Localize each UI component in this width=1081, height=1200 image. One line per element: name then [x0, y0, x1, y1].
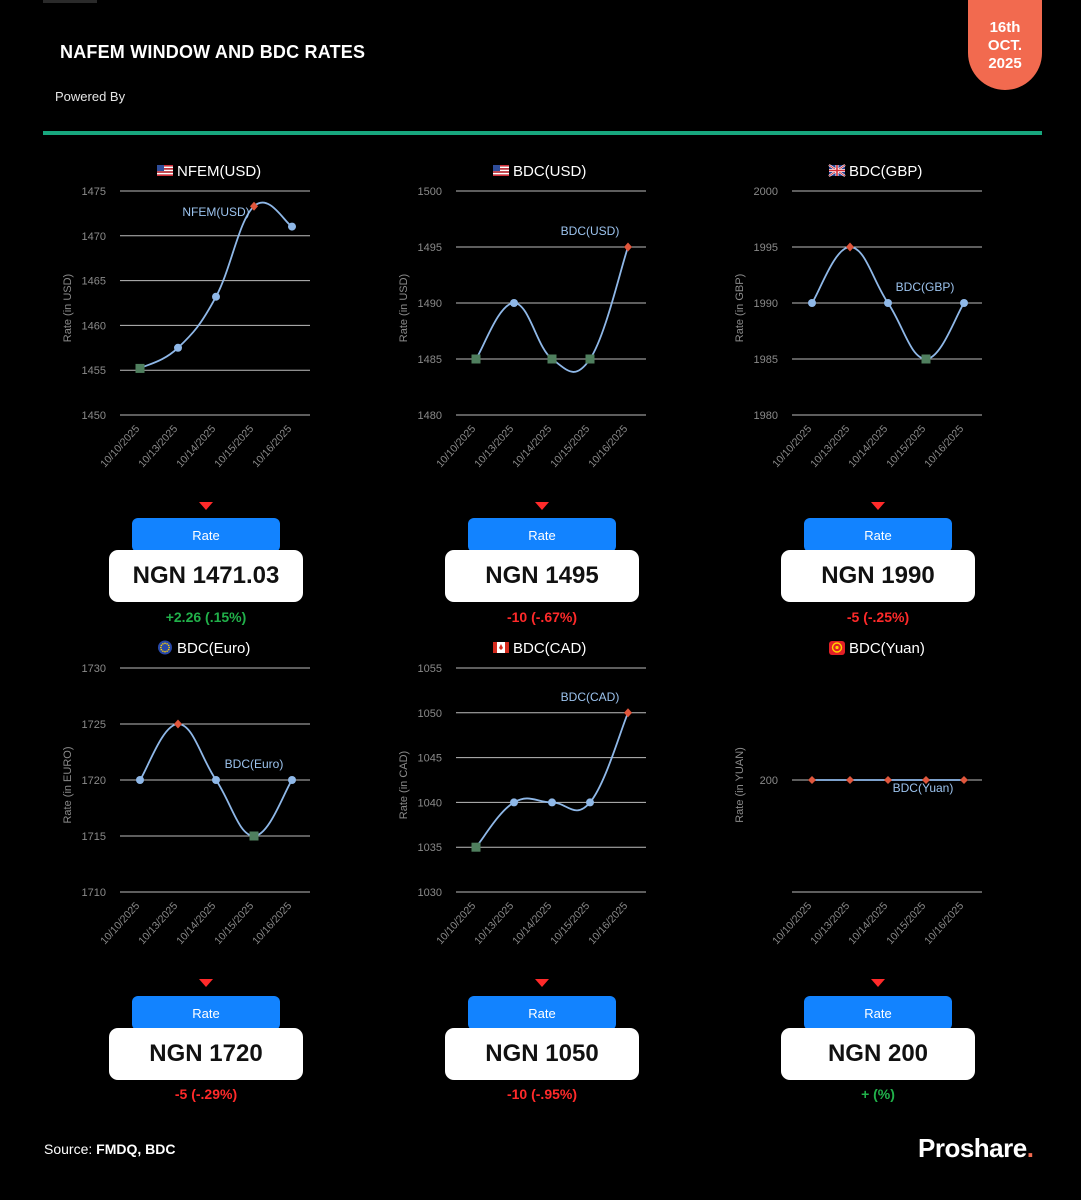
rate-value-bdc-usd: NGN 1495 — [445, 550, 639, 602]
caret-down-icon — [535, 979, 549, 988]
data-point — [136, 364, 145, 373]
x-tick-label: 10/16/2025 — [250, 899, 295, 948]
y-tick-label: 1715 — [81, 831, 106, 843]
x-tick-label: 10/15/2025 — [884, 422, 929, 471]
rate-value-bdc-yuan: NGN 200 — [781, 1028, 975, 1080]
data-point — [288, 776, 296, 784]
y-tick-label: 1480 — [417, 410, 442, 422]
chart-title: NFEM(USD) — [177, 163, 262, 180]
x-tick-label: 10/10/2025 — [434, 422, 479, 471]
y-tick-label: 1470 — [81, 230, 106, 243]
rate-change-bdc-usd: -10 (-.67%) — [506, 609, 578, 625]
data-point — [960, 776, 968, 784]
chart-panel-bdc-cad — [356, 627, 686, 977]
rate-tab-bdc-gbp: Rate — [804, 518, 952, 552]
brand-logo — [918, 1133, 1033, 1164]
data-point — [510, 299, 518, 307]
x-tick-label: 10/15/2025 — [884, 899, 929, 948]
chart-title-group — [493, 163, 586, 180]
y-tick-label: 1455 — [81, 365, 106, 378]
y-tick-label: 1040 — [417, 797, 442, 810]
data-point — [808, 776, 816, 784]
rate-value-bdc-euro: NGN 1720 — [109, 1028, 303, 1080]
y-axis-label: Rate (in USD) — [398, 273, 410, 343]
chart-title: BDC(CAD) — [513, 640, 587, 657]
chart-title-group — [493, 640, 586, 657]
y-tick-label: 1980 — [753, 410, 778, 422]
data-point — [884, 299, 892, 307]
y-tick-label: 1465 — [81, 275, 106, 288]
y-tick-label: 1500 — [417, 186, 442, 198]
x-tick-label: 10/16/2025 — [922, 422, 967, 471]
y-tick-label: 1490 — [417, 298, 442, 310]
chart-panel-bdc-gbp — [692, 150, 1022, 500]
y-tick-label: 1035 — [417, 842, 442, 855]
date-day: 16th — [989, 19, 1021, 36]
data-point — [624, 708, 632, 717]
y-tick-label: 1725 — [81, 719, 106, 731]
data-point — [136, 776, 144, 784]
rate-change-nfem-usd: +2.26 (.15%) — [165, 609, 247, 625]
y-tick-label: 1990 — [753, 298, 778, 310]
x-tick-label: 10/16/2025 — [922, 899, 967, 948]
data-point — [548, 798, 556, 806]
chart-panel-bdc-yuan — [692, 627, 1022, 977]
chart-title: BDC(Yuan) — [849, 640, 925, 657]
date-month: OCT. — [987, 37, 1023, 54]
data-point — [846, 776, 854, 784]
chart-panel-bdc-usd — [356, 150, 686, 500]
x-tick-label: 10/16/2025 — [586, 899, 631, 948]
x-tick-label: 10/14/2025 — [510, 422, 555, 471]
x-tick-label: 10/16/2025 — [586, 422, 631, 471]
x-tick-label: 10/10/2025 — [98, 422, 143, 471]
rate-change-bdc-euro: -5 (-.29%) — [174, 1086, 238, 1102]
x-tick-label: 10/15/2025 — [212, 422, 257, 471]
chart-title: BDC(USD) — [513, 163, 587, 180]
x-tick-label: 10/13/2025 — [472, 422, 517, 471]
y-tick-label: 1450 — [81, 410, 106, 422]
eu-flag-icon — [158, 641, 172, 655]
x-tick-label: 10/16/2025 — [250, 422, 295, 471]
data-point — [884, 776, 892, 784]
ca-flag-icon — [493, 642, 509, 653]
data-point — [250, 832, 259, 841]
x-tick-label: 10/14/2025 — [846, 422, 891, 471]
x-tick-label: 10/14/2025 — [846, 899, 891, 948]
rate-change-bdc-yuan: + (%) — [861, 1086, 895, 1102]
series-line — [476, 713, 628, 847]
data-point — [472, 843, 481, 852]
source-note — [44, 1141, 175, 1157]
x-tick-label: 10/15/2025 — [548, 899, 593, 948]
chart-title-group — [829, 163, 922, 180]
top-tab-marker — [43, 0, 97, 3]
caret-down-icon — [199, 502, 213, 511]
y-tick-label: 1050 — [417, 707, 442, 720]
y-axis-label: Rate (in USD) — [62, 273, 74, 343]
rate-tab-bdc-euro: Rate — [132, 996, 280, 1030]
rate-value-nfem-usd: NGN 1471.03 — [109, 550, 303, 602]
header-divider — [43, 131, 1042, 135]
data-point — [586, 355, 595, 364]
y-tick-label: 1985 — [753, 354, 778, 366]
data-point — [174, 720, 182, 729]
data-point — [624, 243, 632, 252]
y-tick-label: 1495 — [417, 242, 442, 254]
y-tick-label: 1475 — [81, 186, 106, 198]
y-tick-label: 1055 — [417, 663, 442, 675]
series-data-label: BDC(CAD) — [560, 689, 620, 704]
x-tick-label: 10/10/2025 — [770, 422, 815, 471]
y-axis-label: Rate (in EURO) — [62, 746, 74, 824]
source-value: FMDQ, BDC — [96, 1141, 176, 1157]
brand-name: Proshare — [918, 1133, 1027, 1163]
data-point — [174, 344, 182, 352]
y-tick-label: 1995 — [753, 242, 778, 254]
brand-dot: . — [1026, 1133, 1034, 1163]
y-tick-label: 1485 — [417, 354, 442, 366]
uk-flag-icon — [829, 165, 845, 176]
y-tick-label: 1710 — [81, 887, 106, 899]
chart-title-group — [158, 640, 250, 657]
data-point — [846, 243, 854, 252]
x-tick-label: 10/10/2025 — [98, 899, 143, 948]
y-axis-label: Rate (in GBP) — [734, 273, 746, 343]
y-axis-label: Rate (in CAD) — [398, 750, 410, 820]
x-tick-label: 10/14/2025 — [174, 422, 219, 471]
series-data-label: BDC(Yuan) — [892, 781, 954, 795]
y-tick-label: 1730 — [81, 663, 106, 675]
powered-by-label: Powered By — [55, 89, 126, 104]
y-axis-label: Rate (in YUAN) — [734, 747, 746, 823]
page-title: NAFEM WINDOW AND BDC RATES — [60, 42, 366, 62]
y-tick-label: 1460 — [81, 320, 106, 333]
cn-flag-icon — [829, 641, 845, 655]
x-tick-label: 10/10/2025 — [434, 899, 479, 948]
series-line — [476, 247, 628, 372]
x-tick-label: 10/13/2025 — [136, 422, 181, 471]
caret-down-icon — [199, 979, 213, 988]
data-point — [510, 798, 518, 806]
x-tick-label: 10/14/2025 — [510, 899, 555, 948]
x-tick-label: 10/13/2025 — [808, 422, 853, 471]
x-tick-label: 10/10/2025 — [770, 899, 815, 948]
data-point — [586, 798, 594, 806]
data-point — [808, 299, 816, 307]
caret-down-icon — [535, 502, 549, 511]
x-tick-label: 10/13/2025 — [136, 899, 181, 948]
data-point — [212, 776, 220, 784]
rate-tab-bdc-yuan: Rate — [804, 996, 952, 1030]
y-tick-label: 1045 — [417, 752, 442, 765]
x-tick-label: 10/13/2025 — [472, 899, 517, 948]
caret-down-icon — [871, 979, 885, 988]
source-label: Source: — [44, 1141, 93, 1157]
chart-title-group — [157, 163, 261, 180]
series-data-label: BDC(Euro) — [224, 757, 284, 771]
rate-value-bdc-gbp: NGN 1990 — [781, 550, 975, 602]
series-data-label: BDC(USD) — [560, 224, 620, 238]
rate-tab-bdc-usd: Rate — [468, 518, 616, 552]
series-line — [140, 203, 292, 369]
data-point — [472, 355, 481, 364]
series-data-label: BDC(GBP) — [895, 280, 955, 294]
date-badge — [968, 0, 1042, 90]
x-tick-label: 10/14/2025 — [174, 899, 219, 948]
x-tick-label: 10/15/2025 — [548, 422, 593, 471]
x-tick-label: 10/13/2025 — [808, 899, 853, 948]
series-data-label: NFEM(USD) — [182, 205, 250, 220]
chart-title: BDC(GBP) — [849, 163, 923, 180]
chart-panel-bdc-euro — [20, 627, 350, 977]
y-tick-label: 2000 — [753, 186, 778, 198]
us-flag-icon — [157, 165, 173, 176]
data-point — [212, 293, 220, 301]
rate-value-bdc-cad: NGN 1050 — [445, 1028, 639, 1080]
chart-title-group — [829, 640, 925, 657]
rate-change-bdc-gbp: -5 (-.25%) — [846, 609, 910, 625]
date-year: 2025 — [988, 55, 1022, 72]
data-point — [548, 355, 557, 364]
data-point — [960, 299, 968, 307]
chart-panel-nfem-usd — [20, 150, 350, 500]
chart-title: BDC(Euro) — [177, 640, 251, 657]
data-point — [288, 223, 296, 231]
us-flag-icon — [493, 165, 509, 176]
data-point — [922, 355, 931, 364]
rate-tab-bdc-cad: Rate — [468, 996, 616, 1030]
x-tick-label: 10/15/2025 — [212, 899, 257, 948]
y-tick-label: 200 — [759, 775, 778, 787]
rate-tab-nfem-usd: Rate — [132, 518, 280, 552]
rate-change-bdc-cad: -10 (-.95%) — [506, 1086, 578, 1102]
y-tick-label: 1030 — [417, 887, 442, 899]
y-tick-label: 1720 — [81, 775, 106, 787]
caret-down-icon — [871, 502, 885, 511]
